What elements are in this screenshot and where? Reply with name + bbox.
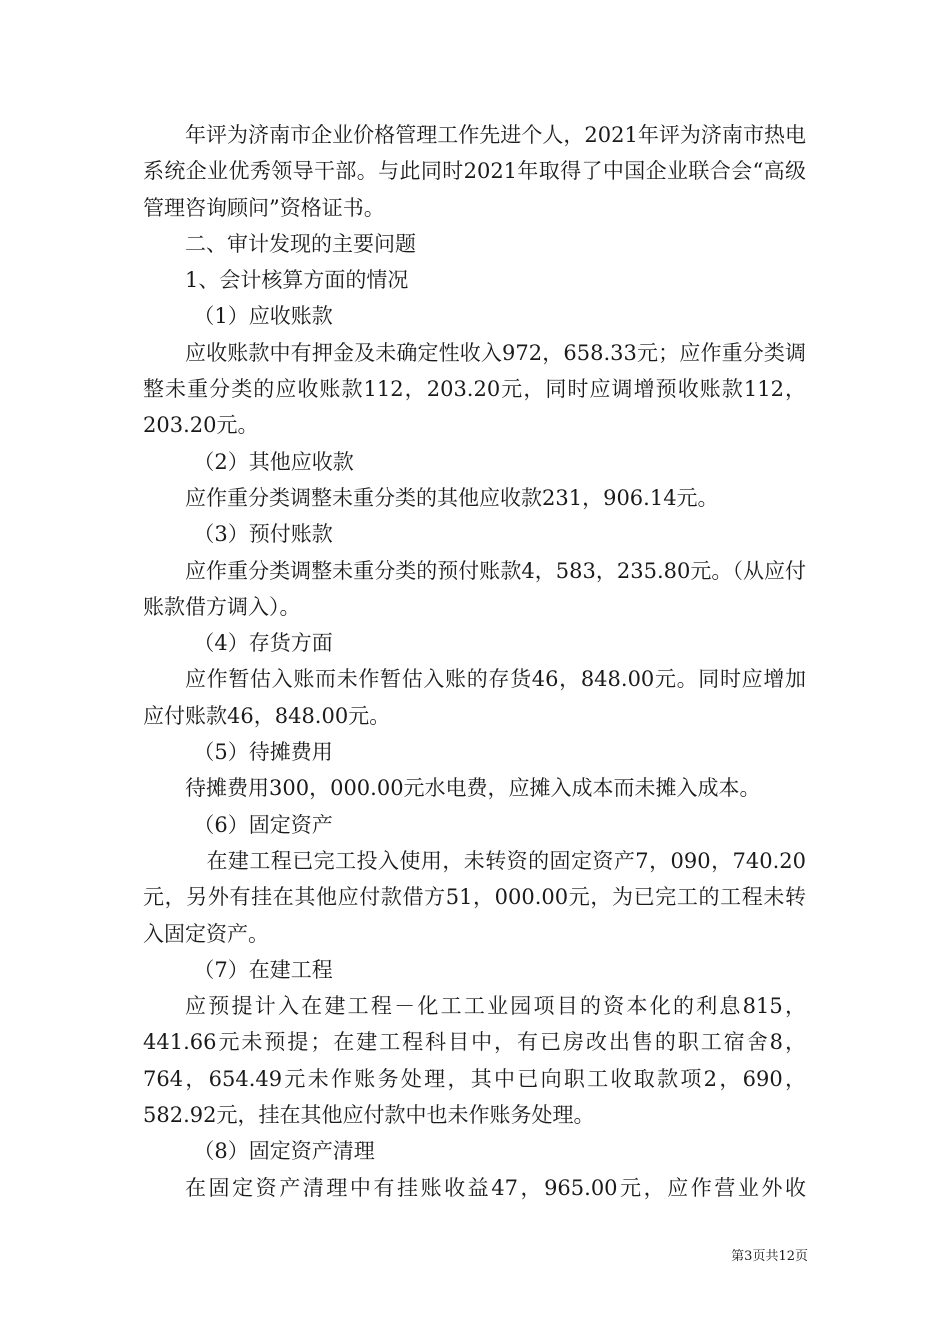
item-heading-asset-disposal: （8）固定资产清理 bbox=[193, 1139, 375, 1164]
item-paragraph-prepayments: 应作重分类调整未重分类的预付账款4，583，235.80元。（从应付账款借方调入）。 bbox=[143, 558, 806, 619]
item-heading-fixed-assets: （6）固定资产 bbox=[193, 812, 333, 837]
item-heading-construction: （7）在建工程 bbox=[193, 957, 333, 982]
section-title: 二、审计发现的主要问题 bbox=[185, 231, 416, 256]
item-paragraph-receivables: 应收账款中有押金及未确定性收入972，658.33元；应作重分类调整未重分类的应收账款112，203.20元，同时应调增预收账款112，203.20元。 bbox=[143, 340, 806, 438]
item-heading-receivables: （1）应收账款 bbox=[193, 304, 333, 329]
page-number-label: 第3页共12页 bbox=[731, 1249, 808, 1264]
item-paragraph-inventory: 应作暂估入账而未作暂估入账的存货46，848.00元。同时应增加应付账款46，848.00元。 bbox=[143, 667, 806, 728]
page-footer bbox=[0, 1245, 950, 1264]
intro-paragraph: 年评为济南市企业价格管理工作先进个人，2021年评为济南市热电系统企业优秀领导干部。与此同时2021年取得了中国企业联合会“高级管理咨询顾问”资格证书。 bbox=[143, 123, 806, 220]
item-paragraph-asset-disposal: 在固定资产清理中有挂账收益47，965.00元，应作营业外收 bbox=[185, 1175, 806, 1200]
item-heading-prepayments: （3）预付账款 bbox=[193, 522, 333, 547]
document-body bbox=[143, 117, 806, 1206]
subsection-title: 1、会计核算方面的情况 bbox=[185, 268, 409, 293]
item-heading-deferred-expenses: （5）待摊费用 bbox=[193, 740, 333, 765]
item-paragraph-other-receivables: 应作重分类调整未重分类的其他应收款231，906.14元。 bbox=[185, 485, 719, 510]
item-heading-inventory: （4）存货方面 bbox=[193, 631, 333, 656]
item-paragraph-construction: 应预提计入在建工程－化工工业园项目的资本化的利息815，441.66元未预提；在建工程科目中，有已房改出售的职工宿舍8，764，654.49元未作账务处理，其中已向职工收取款项2，690，582.92元，挂在其他应付款中也未作账务处理。 bbox=[143, 994, 806, 1128]
item-paragraph-fixed-assets: 在建工程已完工投入使用，未转资的固定资产7，090，740.20元，另外有挂在其他应付款借方51，000.00元，为已完工的工程未转入固定资产。 bbox=[143, 848, 806, 946]
item-paragraph-deferred-expenses: 待摊费用300，000.00元水电费，应摊入成本而未摊入成本。 bbox=[185, 776, 761, 801]
item-heading-other-receivables: （2）其他应收款 bbox=[193, 449, 354, 474]
